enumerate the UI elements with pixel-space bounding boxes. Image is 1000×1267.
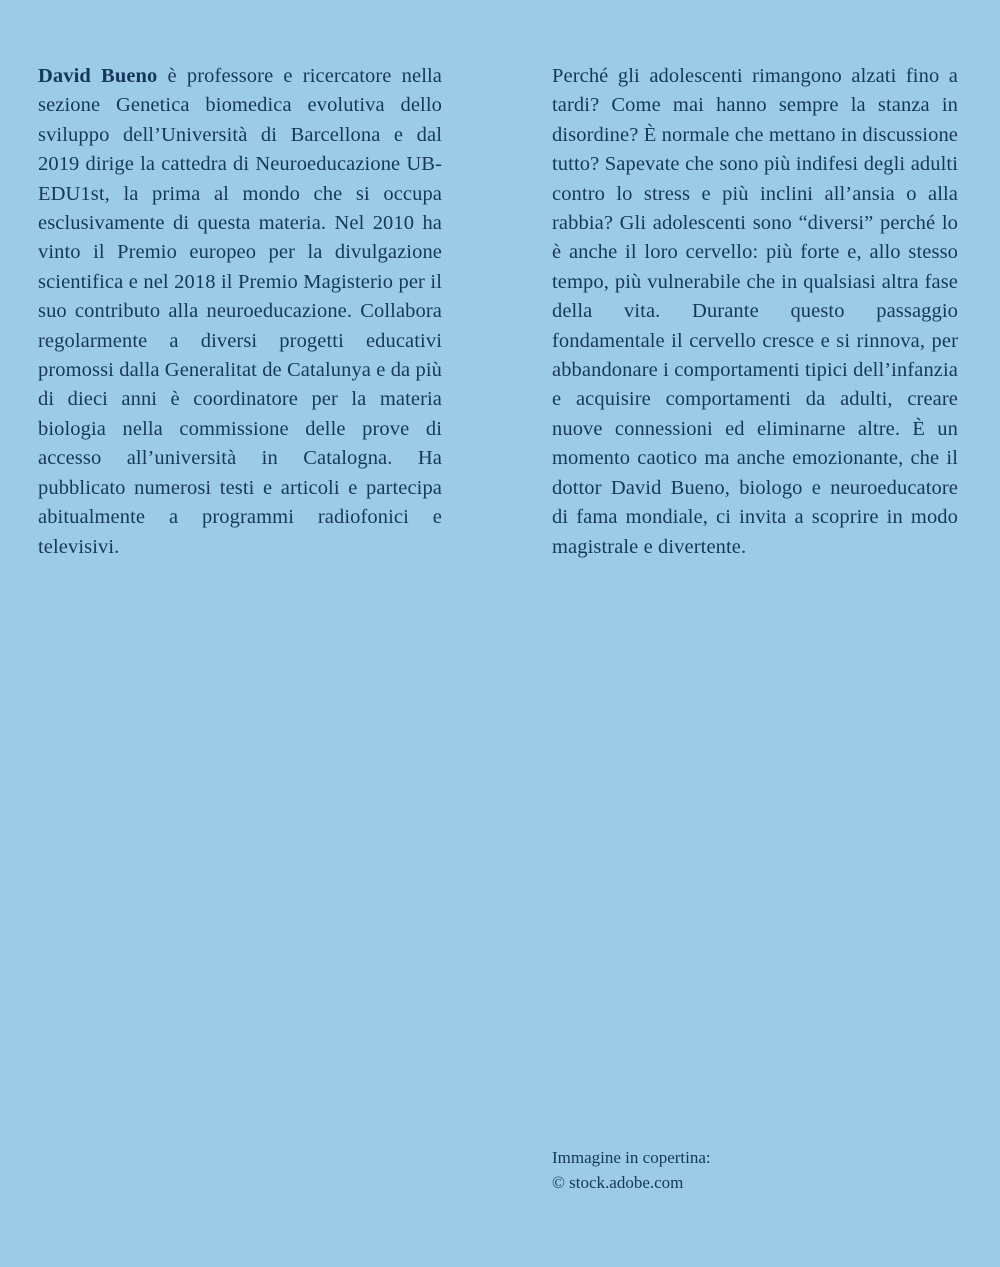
author-name: David Bueno bbox=[38, 65, 158, 87]
author-bio-column bbox=[38, 62, 442, 562]
credit-label: Immagine in copertina: bbox=[552, 1148, 711, 1167]
author-bio-text: è professore e ricercatore nella sezione Genetica biomedica evolutiva dello sviluppo dell’Università di Barcellona e dal 2019 dirige la cattedra di Neuroeducazione UB-EDU1st, la prima al mondo che si occupa esclusivamente di questa materia. Nel 2010 ha vinto il Premio europeo per la divulgazione scientifica e nel 2018 il Premio Magisterio per il suo contributo alla neuroeducazione. Collabora regolarmente a diversi progetti educativi promossi dalla Generalitat de Catalunya e da più di dieci anni è coordinatore per la materia biologia nella commissione delle prove di accesso all’università in Catalogna. Ha pubblicato numerosi testi e articoli e partecipa abitualmente a programmi radiofonici e televisivi. bbox=[38, 65, 442, 558]
cover-image-credit bbox=[552, 1146, 711, 1195]
author-bio-paragraph bbox=[38, 62, 442, 562]
book-synopsis-column bbox=[552, 62, 958, 562]
credit-source: © stock.adobe.com bbox=[552, 1172, 684, 1192]
book-synopsis-text: Perché gli adolescenti rimangono alzati fino a tardi? Come mai hanno sempre la stanza in disordine? È normale che mettano in discussione tutto? Sapevate che sono più indifesi degli adulti contro lo stress e più inclini all’ansia o alla rabbia? Gli adolescenti sono “diversi” perché lo è anche il loro cervello: più forte e, allo stesso tempo, più vulnerabile che in qualsiasi altra fase della vita. Durante questo passaggio fondamentale il cervello cresce e si rinnova, per abbandonare i comportamenti tipici dell’infanzia e acquisire comportamenti da adulti, creare nuove connessioni ed eliminarne altre. È un momento caotico ma anche emozionante, che il dottor David Bueno, biologo e neuroeducatore di fama mondiale, ci invita a scoprire in modo magistrale e divertente. bbox=[552, 65, 958, 558]
